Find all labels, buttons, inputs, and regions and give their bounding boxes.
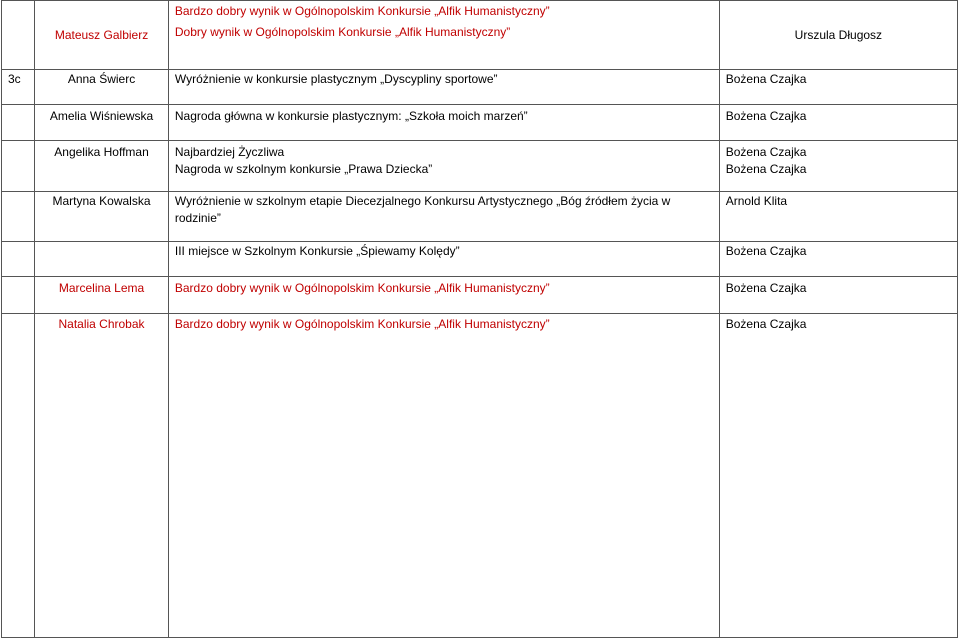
award-text: Wyróżnienie w szkolnym etapie Diecezjalnego Konkursu Artystycznego „Bóg źródłem życia w rodzinie” [174, 194, 671, 225]
teacher-name: Bożena Czajka [719, 242, 957, 277]
class-cell [2, 242, 35, 277]
teacher-name: Bożena Czajka [719, 70, 957, 105]
teacher-name: Bożena Czajka [725, 145, 807, 159]
award-cell [168, 242, 719, 277]
class-cell: 3c [2, 70, 35, 105]
award-text: Wyróżnienie w konkursie plastycznym „Dyscypliny sportowe” [174, 72, 498, 86]
award-cell [168, 1, 719, 70]
teacher-name: Bożena Czajka [725, 162, 807, 176]
class-cell [2, 314, 35, 638]
award-cell [168, 277, 719, 314]
table-row [2, 277, 958, 314]
award-text: III miejsce w Szkolnym Konkursie „Śpiewamy Kolędy” [174, 244, 460, 258]
student-name: Angelika Hoffman [35, 141, 169, 192]
teacher-name: Bożena Czajka [719, 105, 957, 141]
student-name: Marcelina Lema [35, 277, 169, 314]
class-cell [2, 1, 35, 70]
class-cell [2, 105, 35, 141]
table-row [2, 105, 958, 141]
award-text: Nagroda główna w konkursie plastycznym: „Szkoła moich marzeń” [174, 109, 528, 123]
award-text: Bardzo dobry wynik w Ogólnopolskim Konkursie „Alfik Humanistyczny” [174, 317, 550, 331]
student-name: Martyna Kowalska [35, 192, 169, 242]
award-cell [168, 141, 719, 192]
table-row [2, 242, 958, 277]
student-name: Natalia Chrobak [35, 314, 169, 638]
class-cell [2, 141, 35, 192]
award-text: Bardzo dobry wynik w Ogólnopolskim Konkursie „Alfik Humanistyczny” [174, 4, 550, 18]
award-text: Nagroda w szkolnym konkursie „Prawa Dziecka” [174, 162, 433, 176]
teacher-name: Bożena Czajka [719, 277, 957, 314]
table-row [2, 70, 958, 105]
teacher-cell [719, 141, 957, 192]
student-name: Mateusz Galbierz [35, 1, 169, 70]
award-cell [168, 70, 719, 105]
award-cell [168, 192, 719, 242]
student-name: Amelia Wiśniewska [35, 105, 169, 141]
teacher-name: Urszula Długosz [719, 1, 957, 70]
award-text: Najbardziej Życzliwa [174, 145, 285, 159]
award-cell [168, 314, 719, 638]
table-row [2, 192, 958, 242]
table-row [2, 314, 958, 638]
student-name [35, 242, 169, 277]
award-cell [168, 105, 719, 141]
award-text: Dobry wynik w Ogólnopolskim Konkursie „Alfik Humanistyczny” [174, 25, 511, 39]
teacher-name: Arnold Klita [719, 192, 957, 242]
class-cell [2, 277, 35, 314]
table-row [2, 1, 958, 70]
table-row [2, 141, 958, 192]
student-name: Anna Świerc [35, 70, 169, 105]
class-cell [2, 192, 35, 242]
awards-table [1, 0, 958, 638]
teacher-name: Bożena Czajka [719, 314, 957, 638]
award-text: Bardzo dobry wynik w Ogólnopolskim Konkursie „Alfik Humanistyczny” [174, 281, 550, 295]
